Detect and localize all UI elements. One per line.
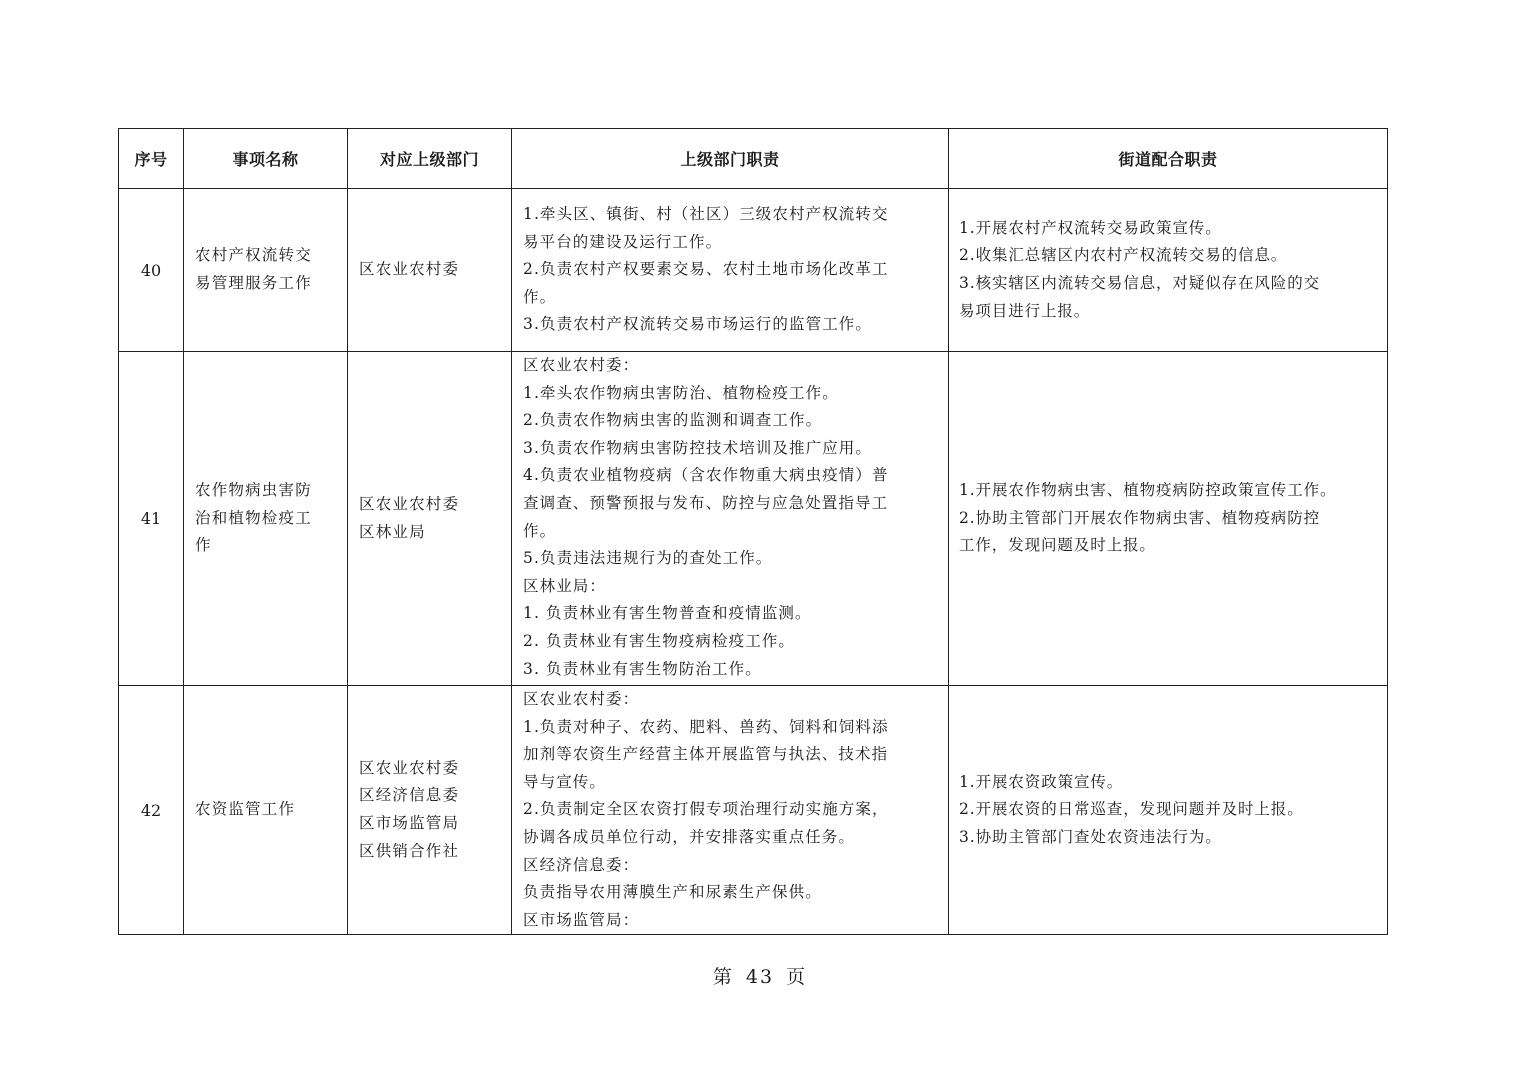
page-number: 43 [745,966,775,988]
table-row [119,686,1388,935]
department-text [348,755,511,865]
item-name-line: 易管理服务工作 [195,274,312,292]
item-name-line: 作 [195,536,212,555]
superior-duty-line: 作。 [523,521,557,540]
department-line: 区供销合作社 [359,841,460,860]
item-name-cell [184,686,348,935]
street-duty-line: 2.收集汇总辖区内农村产权流转交易的信息。 [959,246,1288,265]
table-row [119,352,1388,686]
superior-duty-cell [512,686,949,935]
superior-duty-line: 1. 负责林业有害生物普查和疫情监测。 [523,604,812,623]
street-duty-line: 3.核实辖区内流转交易信息，对疑似存在风险的交 [959,274,1320,292]
street-duty-line: 易项目进行上报。 [959,301,1091,320]
header-row [119,129,1388,189]
page-label-suffix: 页 [786,966,808,988]
item-name-text [184,242,347,297]
superior-duty-line: 区农业农村委： [523,356,640,374]
street-duty-line: 1.开展农资政策宣传。 [959,772,1124,791]
superior-duty-line: 3.负责农作物病虫害防控技术培训及推广应用。 [523,438,872,457]
header-street: 街道配合职责 [949,129,1388,189]
street-duty-line: 工作，发现问题及时上报。 [959,536,1156,555]
superior-duty-line: 加剂等农资生产经营主体开展监管与执法、技术指 [523,745,889,764]
department-line: 区农业农村委 [359,758,460,777]
street-duty-line: 2.协助主管部门开展农作物病虫害、植物疫病防控 [959,508,1320,527]
department-line: 区林业局 [359,522,426,541]
superior-duty-line: 1.牵头区、镇街、村（社区）三级农村产权流转交 [523,205,889,224]
item-name-line: 农作物病虫害防 [195,481,312,500]
header-name: 事项名称 [184,129,348,189]
row-number: 40 [119,189,184,352]
duty-table [118,128,1388,935]
superior-duty-line: 2.负责农作物病虫害的监测和调查工作。 [523,411,823,430]
superior-duty-text [512,352,948,683]
street-duty-cell [949,189,1388,352]
department-cell [348,686,512,935]
superior-duty-cell [512,189,949,352]
superior-duty-line: 区农业农村委： [523,690,640,708]
item-name-line: 农资监管工作 [195,800,296,819]
item-name-text [184,477,347,560]
superior-duty-line: 区林业局： [523,576,607,595]
superior-duty-line: 易平台的建设及运行工作。 [523,232,723,251]
department-line: 区市场监管局 [359,814,460,832]
superior-duty-line: 1.牵头农作物病虫害防治、植物检疫工作。 [523,383,839,402]
page-label-prefix: 第 [712,966,734,988]
superior-duty-line: 协调各成员单位行动，并安排落实重点任务。 [523,827,856,846]
superior-duty-line: 导与宣传。 [523,772,607,791]
street-duty-line: 2.开展农资的日常巡查，发现问题并及时上报。 [959,800,1304,819]
superior-duty-line: 2. 负责林业有害生物疫病检疫工作。 [523,631,796,650]
header-dept: 对应上级部门 [348,129,512,189]
department-line: 区农业农村委 [359,260,460,279]
street-duty-line: 1.开展农村产权流转交易政策宣传。 [959,218,1222,237]
table-body [119,189,1388,935]
header-duty: 上级部门职责 [512,129,949,189]
header-no: 序号 [119,129,184,189]
item-name-line: 治和植物检疫工 [195,508,312,527]
street-duty-text [949,215,1387,325]
page-footer [0,962,1520,989]
street-duty-text [949,769,1387,852]
street-duty-text [949,477,1387,560]
superior-duty-line: 5.负责违法违规行为的查处工作。 [523,549,773,568]
superior-duty-line: 4.负责农业植物疫病（含农作物重大病虫疫情）普 [523,466,889,485]
superior-duty-line: 2.负责制定全区农资打假专项治理行动实施方案， [523,800,889,819]
table-row [119,189,1388,352]
item-name-line: 农村产权流转交 [195,246,312,265]
street-duty-line: 1.开展农作物病虫害、植物疫病防控政策宣传工作。 [959,481,1337,500]
department-line: 区经济信息委 [359,786,460,805]
superior-duty-text [512,686,948,934]
row-number: 42 [119,686,184,935]
superior-duty-line: 区市场监管局： [523,910,640,929]
street-duty-cell [949,352,1388,686]
department-cell [348,189,512,352]
superior-duty-line: 3.负责农村产权流转交易市场运行的监管工作。 [523,315,872,334]
superior-duty-text [512,201,948,339]
superior-duty-line: 作。 [523,287,557,306]
superior-duty-line: 区经济信息委： [523,855,640,874]
superior-duty-line: 查调查、预警预报与发布、防控与应急处置指导工 [523,493,889,512]
department-text [348,491,511,546]
superior-duty-cell [512,352,949,686]
superior-duty-line: 负责指导农用薄膜生产和尿素生产保供。 [523,883,822,902]
department-text [348,256,511,284]
item-name-cell [184,189,348,352]
superior-duty-line: 1.负责对种子、农药、肥料、兽药、饲料和饲料添 [523,717,889,736]
table-header [119,129,1388,189]
superior-duty-line: 3. 负责林业有害生物防治工作。 [523,659,762,678]
superior-duty-line: 2.负责农村产权要素交易、农村土地市场化改革工 [523,260,889,279]
street-duty-line: 3.协助主管部门查处农资违法行为。 [959,827,1222,846]
item-name-cell [184,352,348,686]
department-cell [348,352,512,686]
department-line: 区农业农村委 [359,494,460,513]
street-duty-cell [949,686,1388,935]
row-number: 41 [119,352,184,686]
item-name-text [184,796,347,824]
